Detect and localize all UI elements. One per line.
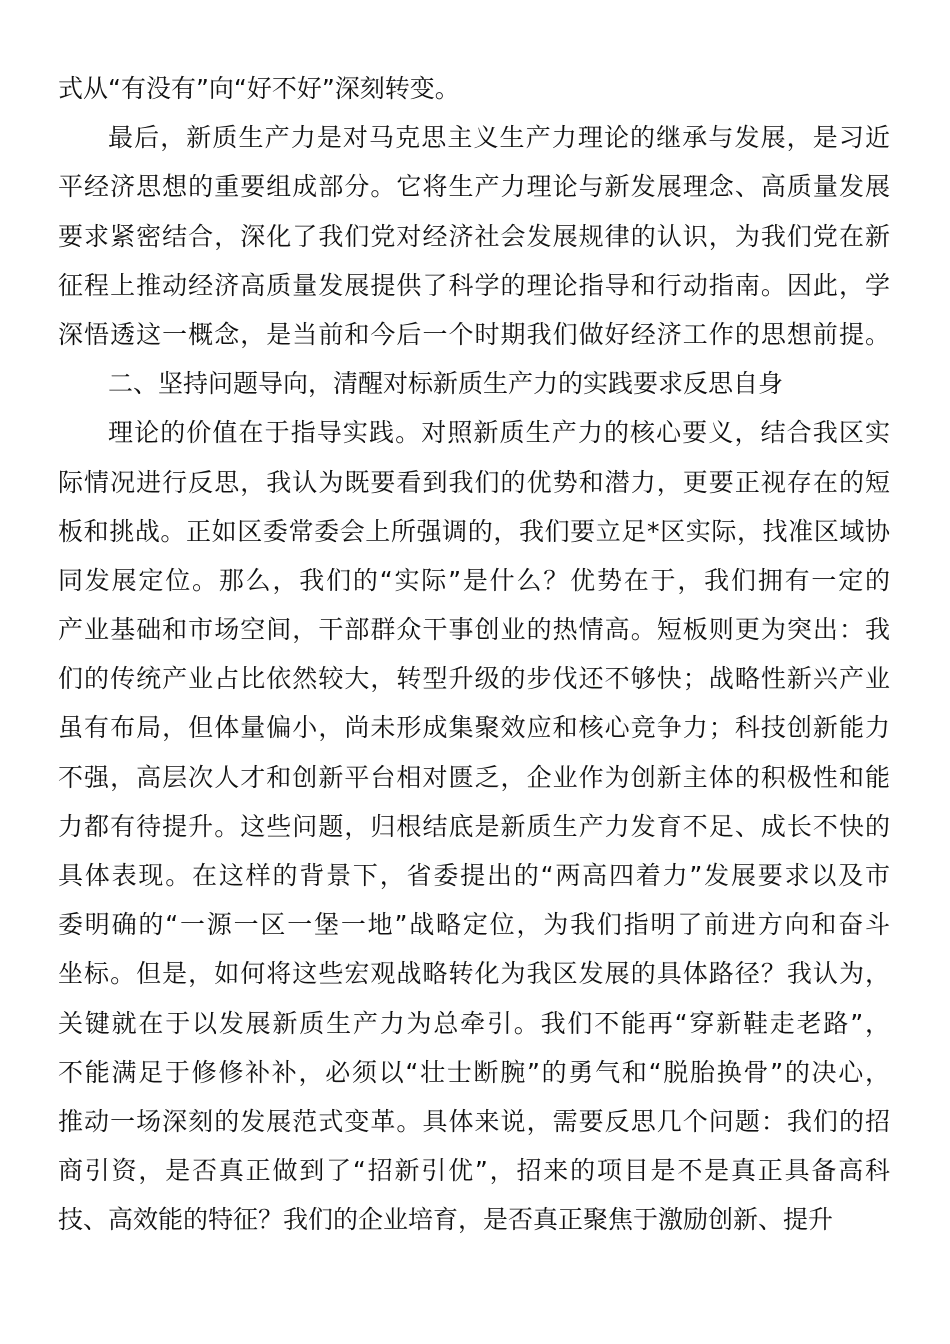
text-line: 力都有待提升。这些问题，归根结底是新质生产力发育不足、成长不快的 xyxy=(58,811,890,841)
text-line: 深悟透这一概念，是当前和今后一个时期我们做好经济工作的思想前提。 xyxy=(58,319,890,349)
text-line: 征程上推动经济高质量发展提供了科学的理论指导和行动指南。因此，学 xyxy=(58,270,890,300)
text-line: 式从“有没有”向“好不好”深刻转变。 xyxy=(58,74,460,103)
text-line: 具体表现。在这样的背景下，省委提出的“两高四着力”发展要求以及市 xyxy=(58,861,890,890)
text-line: 技、高效能的特征？我们的企业培育，是否真正聚焦于激励创新、提升 xyxy=(58,1205,834,1235)
text-line: 委明确的“一源一区一堡一地”战略定位，为我们指明了前进方向和奋斗 xyxy=(58,910,890,940)
text-line: 虽有布局，但体量偏小，尚未形成集聚效应和核心竞争力；科技创新能力 xyxy=(58,713,890,743)
text-line: 推动一场深刻的发展范式变革。具体来说，需要反思几个问题：我们的招 xyxy=(58,1106,890,1136)
text-line: 们的传统产业占比依然较大，转型升级的步伐还不够快；战略性新兴产业 xyxy=(58,664,890,694)
text-line: 关键就在于以发展新质生产力为总牵引。我们不能再“穿新鞋走老路”， xyxy=(58,1008,890,1038)
text-line: 不能满足于修修补补，必须以“壮士断腕”的勇气和“脱胎换骨”的决心， xyxy=(58,1057,890,1087)
text-line: 不强，高层次人才和创新平台相对匮乏，企业作为创新主体的积极性和能 xyxy=(58,762,890,792)
text-line: 际情况进行反思，我认为既要看到我们的优势和潜力，更要正视存在的短 xyxy=(58,467,890,497)
section-heading: 二、坚持问题导向，清醒对标新质生产力的实践要求反思自身 xyxy=(108,369,784,399)
text-line: 坐标。但是，如何将这些宏观战略转化为我区发展的具体路径？我认为， xyxy=(58,959,890,989)
paragraph-first-line: 理论的价值在于指导实践。对照新质生产力的核心要义，结合我区实 xyxy=(108,418,890,448)
text-line: 板和挑战。正如区委常委会上所强调的，我们要立足*区实际，找准区域协 xyxy=(58,516,890,546)
text-line: 产业基础和市场空间，干部群众干事创业的热情高。短板则更为突出：我 xyxy=(58,615,890,645)
text-line: 同发展定位。那么，我们的“实际”是什么？优势在于，我们拥有一定的 xyxy=(58,565,890,595)
text-line: 平经济思想的重要组成部分。它将生产力理论与新发展理念、高质量发展 xyxy=(58,172,890,202)
text-line: 商引资，是否真正做到了“招新引优”，招来的项目是不是真正具备高科 xyxy=(58,1156,890,1186)
text-line: 要求紧密结合，深化了我们党对经济社会发展规律的认识，为我们党在新 xyxy=(58,221,890,251)
paragraph-first-line: 最后，新质生产力是对马克思主义生产力理论的继承与发展，是习近 xyxy=(108,123,890,153)
body-text xyxy=(58,64,890,1245)
